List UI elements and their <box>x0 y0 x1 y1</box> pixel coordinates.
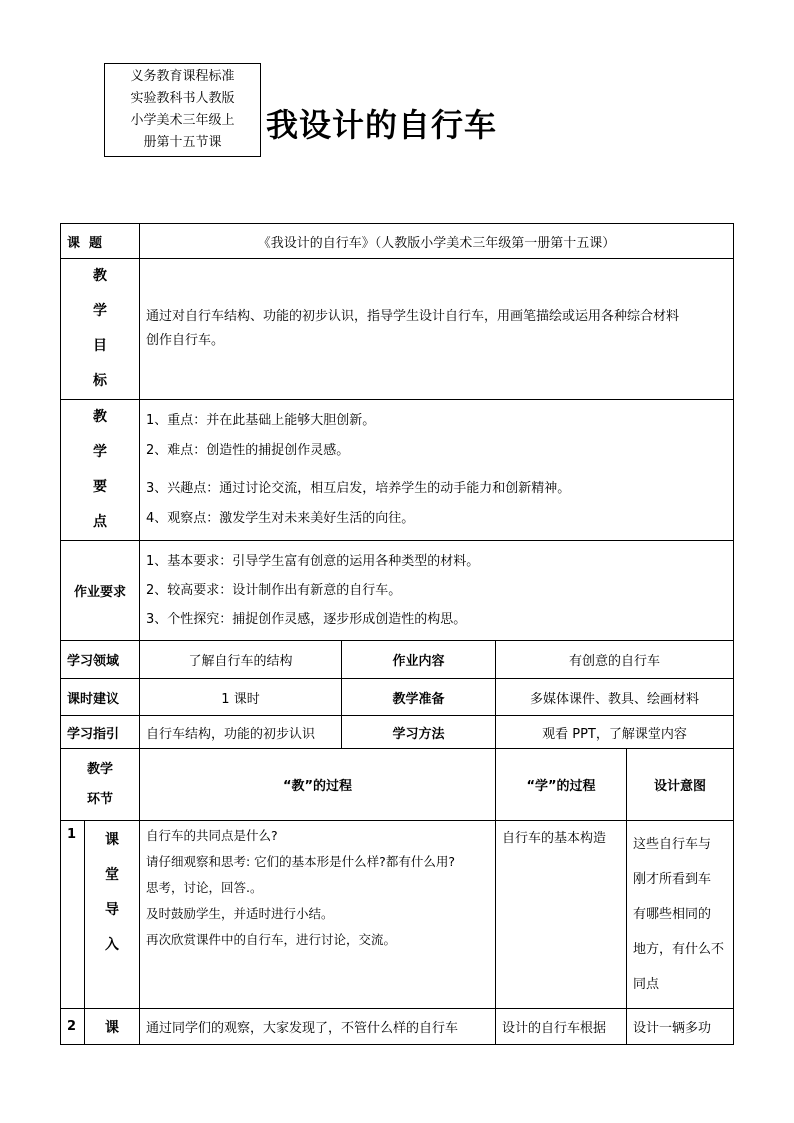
curriculum-line: 义务教育课程标准 <box>130 69 235 84</box>
lesson-plan-table <box>60 223 734 1045</box>
points-label: 教 学 要 点 <box>61 400 140 541</box>
teach-header: “教”的过程 <box>140 749 496 821</box>
topic-value: 《我设计的自行车》（人教版小学美术三年级第一册第十五课） <box>140 224 734 259</box>
time-value: 1 课时 <box>140 679 342 716</box>
step1-teach: 自行车的共同点是什么? 请仔细观察和思考: 它们的基本形是什么样?都有什么用? 思考，讨论，回答.。 及时鼓励学生，并适时进行小结。 再次欣赏课件中的自行车，进行讨论，交流。 <box>140 821 496 1009</box>
curriculum-box <box>104 63 261 157</box>
guide-value: 自行车结构，功能的初步认识 <box>140 716 342 749</box>
step2-number: 2 <box>61 1009 85 1045</box>
homework-row <box>61 541 734 641</box>
method-value: 观看 PPT，了解课堂内容 <box>496 716 734 749</box>
step1-label: 课 堂 导 入 <box>85 821 140 1009</box>
guide-row <box>61 716 734 749</box>
page-title: 我设计的自行车 <box>266 106 498 144</box>
prep-label: 教学准备 <box>342 679 496 716</box>
curriculum-line: 实验教科书人教版 <box>130 91 235 106</box>
step2-row <box>61 1009 734 1045</box>
points-row <box>61 400 734 541</box>
intent-header: 设计意图 <box>627 749 734 821</box>
homework-content-value: 有创意的自行车 <box>496 641 734 679</box>
curriculum-line: 小学美术三年级上 <box>130 113 235 128</box>
goals-row <box>61 259 734 400</box>
time-label: 课时建议 <box>61 679 140 716</box>
step1-intent: 这些自行车与 刚才所看到车 有哪些相同的 地方，有什么不 同点 <box>627 821 734 1009</box>
homework-content: 1、基本要求：引导学生富有创意的运用各种类型的材料。 2、较高要求：设计制作出有新意的自行车。 3、个性探究：捕捉创作灵感，逐步形成创造性的构思。 <box>140 541 734 641</box>
step1-number: 1 <box>61 821 85 1009</box>
step2-intent: 设计一辆多功 <box>627 1009 734 1045</box>
learn-header: “学”的过程 <box>496 749 627 821</box>
topic-row <box>61 224 734 259</box>
curriculum-line: 册第十五节课 <box>143 135 222 150</box>
domain-label: 学习领域 <box>61 641 140 679</box>
method-label: 学习方法 <box>342 716 496 749</box>
homework-label: 作业要求 <box>61 541 140 641</box>
goals-content: 通过对自行车结构、功能的初步认识，指导学生设计自行车，用画笔描绘或运用各种综合材料 创作自行车。 <box>140 259 734 400</box>
time-row <box>61 679 734 716</box>
step1-row <box>61 821 734 1009</box>
step2-learn: 设计的自行车根据 <box>496 1009 627 1045</box>
domain-value: 了解自行车的结构 <box>140 641 342 679</box>
stage-header: 教学 环节 <box>61 749 140 821</box>
points-content: 1、重点：并在此基础上能够大胆创新。 2、难点：创造性的捕捉创作灵感。 3、兴趣点：通过讨论交流，相互启发，培养学生的动手能力和创新精神。 4、观察点：激发学生对未来美好生活的向往。 <box>140 400 734 541</box>
prep-value: 多媒体课件、教具、绘画材料 <box>496 679 734 716</box>
step2-label: 课 <box>85 1009 140 1045</box>
guide-label: 学习指引 <box>61 716 140 749</box>
homework-content-label: 作业内容 <box>342 641 496 679</box>
step2-teach: 通过同学们的观察，大家发现了，不管什么样的自行车 <box>140 1009 496 1045</box>
step1-learn: 自行车的基本构造 <box>496 821 627 1009</box>
process-header-row <box>61 749 734 821</box>
goals-label: 教 学 目 标 <box>61 259 140 400</box>
topic-label: 课 题 <box>61 224 140 259</box>
domain-row <box>61 641 734 679</box>
